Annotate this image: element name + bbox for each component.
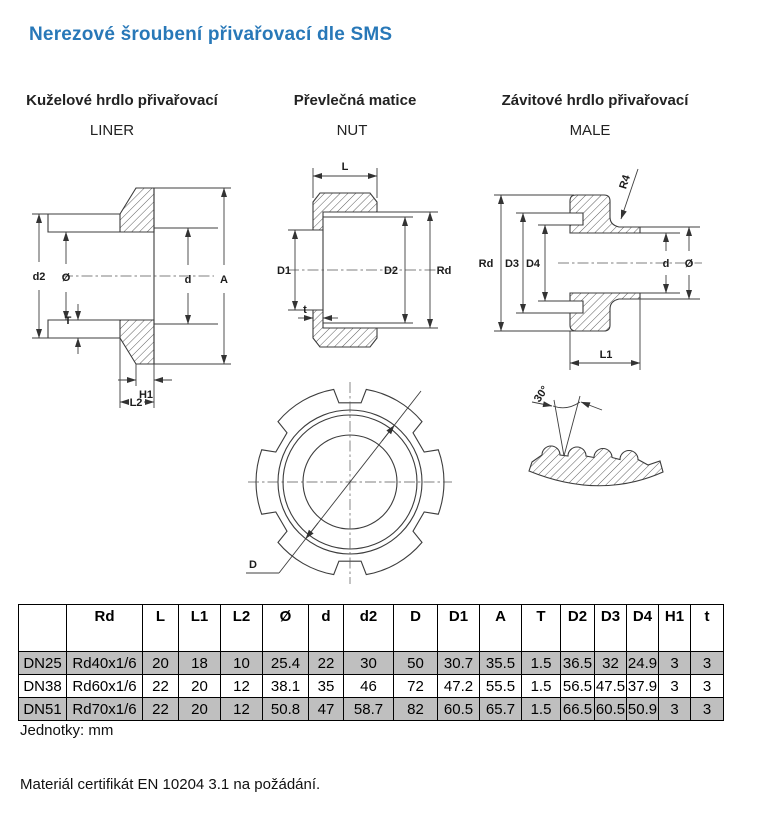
column-header: T [522, 605, 561, 652]
table-cell: Rd70x1/6 [67, 698, 143, 721]
thread-profile-part [529, 446, 663, 486]
row-label: DN51 [19, 698, 67, 721]
table-cell: 12 [221, 675, 263, 698]
table-cell: 35 [309, 675, 344, 698]
table-cell: 55.5 [480, 675, 522, 698]
column-header: Ø [263, 605, 309, 652]
dim-label-A: A [220, 274, 228, 286]
dim-label-male-bore: Ø [684, 258, 694, 270]
section-heading-liner: Kuželové hrdlo přivařovací [26, 92, 218, 109]
section-type-nut: NUT [336, 122, 368, 139]
table-cell: 22 [309, 652, 344, 675]
table-row [19, 675, 724, 698]
table-cell: 37.9 [627, 675, 659, 698]
table-cell: 18 [179, 652, 221, 675]
column-header: Rd [67, 605, 143, 652]
table-cell: 38.1 [263, 675, 309, 698]
table-header-row [19, 605, 724, 652]
table-cell: 50.8 [263, 698, 309, 721]
nut-dimensions [277, 161, 451, 328]
table-cell: 3 [659, 698, 691, 721]
section-heading-male: Závitové hrdlo přivařovací [501, 92, 689, 109]
table-cell: 32 [595, 652, 627, 675]
dim-label-D2: D2 [383, 265, 399, 277]
table-cell: 50 [394, 652, 438, 675]
table-cell: 60.5 [595, 698, 627, 721]
table-cell: 3 [691, 698, 724, 721]
dim-label-d2: d2 [32, 271, 46, 283]
thread-profile-detail [520, 376, 690, 506]
dim-label-liner-d: d [184, 274, 192, 286]
dim-label-D1: D1 [276, 265, 292, 277]
table-cell: 30 [344, 652, 394, 675]
column-header: D [394, 605, 438, 652]
column-header: L1 [179, 605, 221, 652]
table-cell: 36.5 [561, 652, 595, 675]
dim-label-T: T [64, 315, 72, 327]
table-cell: 3 [691, 652, 724, 675]
dim-label-D4: D4 [525, 258, 541, 270]
column-header: H1 [659, 605, 691, 652]
table-row [19, 698, 724, 721]
row-label: DN38 [19, 675, 67, 698]
column-header: L2 [221, 605, 263, 652]
table-cell: 58.7 [344, 698, 394, 721]
dim-label-R4: R4 [617, 173, 634, 191]
page-title: Nerezové šroubení přivařovací dle SMS [29, 24, 393, 45]
dimensions-table [18, 604, 724, 721]
table-cell: 82 [394, 698, 438, 721]
column-header: D4 [627, 605, 659, 652]
column-header: D2 [561, 605, 595, 652]
thread-angle-dimension [532, 384, 602, 456]
dim-label-t: t [303, 304, 307, 316]
dim-label-D3: D3 [504, 258, 520, 270]
table-cell: 10 [221, 652, 263, 675]
column-header: d [309, 605, 344, 652]
column-header: D3 [595, 605, 627, 652]
table-cell: 24.9 [627, 652, 659, 675]
table-cell: 3 [691, 675, 724, 698]
table-cell: 60.5 [438, 698, 480, 721]
table-cell: 47.5 [595, 675, 627, 698]
table-cell: Rd40x1/6 [67, 652, 143, 675]
table-cell: 47 [309, 698, 344, 721]
table-cell: 22 [143, 675, 179, 698]
table-cell: 30.7 [438, 652, 480, 675]
dim-label-H1: H1 [138, 389, 154, 401]
table-row [19, 652, 724, 675]
table-cell: Rd60x1/6 [67, 675, 143, 698]
nut-front-part [248, 382, 452, 584]
table-cell: 72 [394, 675, 438, 698]
section-type-liner: LINER [89, 122, 135, 139]
male-section-drawing [470, 155, 735, 385]
dim-label-male-Rd: Rd [478, 258, 494, 270]
dim-label-liner-bore: Ø [61, 272, 71, 284]
table-body [19, 652, 724, 721]
table-cell: 3 [659, 675, 691, 698]
table-cell: 12 [221, 698, 263, 721]
dim-label-nut-Rd: Rd [436, 265, 452, 277]
table-cell: 20 [143, 652, 179, 675]
table-cell: 22 [143, 698, 179, 721]
table-cell: 47.2 [438, 675, 480, 698]
table-cell: 66.5 [561, 698, 595, 721]
column-header: A [480, 605, 522, 652]
male-part [558, 195, 702, 331]
table-cell: 3 [659, 652, 691, 675]
section-type-male: MALE [569, 122, 611, 139]
column-header: D1 [438, 605, 480, 652]
nut-part [288, 193, 446, 347]
dim-label-L2: L2 [129, 397, 143, 409]
units-note: Jednotky: mm [20, 722, 114, 739]
dim-label-L1: L1 [599, 349, 613, 361]
table-cell: 50.9 [627, 698, 659, 721]
table-cell: 1.5 [522, 652, 561, 675]
table-cell: 20 [179, 698, 221, 721]
material-note: Materiál certifikát EN 10204 3.1 na požádání. [20, 776, 321, 793]
liner-section-drawing [18, 174, 243, 414]
dim-label-D: D [249, 559, 257, 571]
table-cell: 46 [344, 675, 394, 698]
table-cell: 20 [179, 675, 221, 698]
table-cell: 56.5 [561, 675, 595, 698]
table-cell: 35.5 [480, 652, 522, 675]
table-cell: 1.5 [522, 698, 561, 721]
nut-front-view-drawing [232, 378, 468, 600]
table-cell: 65.7 [480, 698, 522, 721]
column-header: t [691, 605, 724, 652]
dim-label-L: L [341, 161, 349, 173]
column-header [19, 605, 67, 652]
table-cell: 25.4 [263, 652, 309, 675]
dim-label-angle: 30° [531, 384, 552, 405]
column-header: d2 [344, 605, 394, 652]
dim-label-male-d: d [662, 258, 670, 270]
section-heading-nut: Převlečná matice [293, 92, 417, 109]
column-header: L [143, 605, 179, 652]
row-label: DN25 [19, 652, 67, 675]
nut-section-drawing [276, 156, 471, 391]
table-cell: 1.5 [522, 675, 561, 698]
